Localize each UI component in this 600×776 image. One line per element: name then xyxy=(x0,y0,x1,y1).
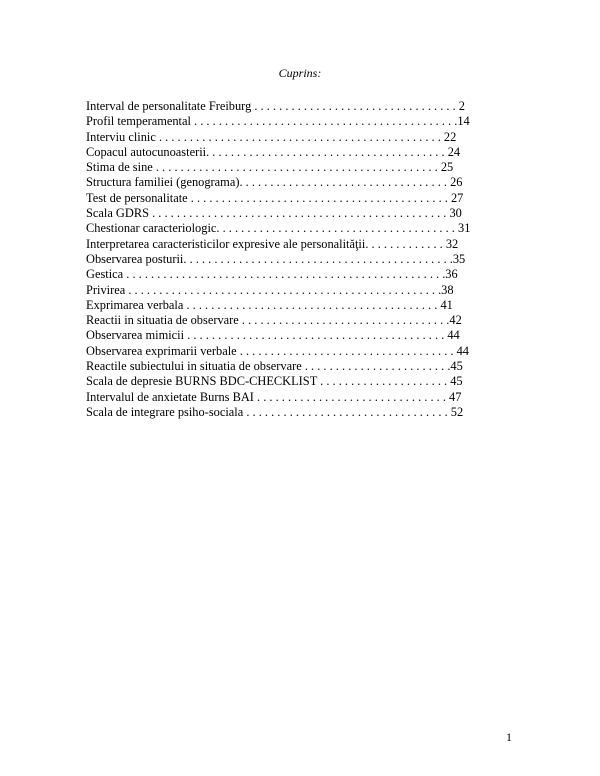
page-number: 1 xyxy=(506,730,512,744)
toc-entry: Reactile subiectului in situatia de observare . . . . . . . . . . . . . . . . . . . . . . . .45 xyxy=(86,359,463,374)
toc-entry: Copacul autocunoasterii. . . . . . . . . . . . . . . . . . . . . . . . . . . . . . . . . . . . . . . 24 xyxy=(86,144,461,159)
toc-entry: Scala de integrare psiho-sociala . . . . . . . . . . . . . . . . . . . . . . . . . . . . . . . . . 52 xyxy=(86,404,464,419)
toc-entry: Stima de sine . . . . . . . . . . . . . . . . . . . . . . . . . . . . . . . . . . . . . . . . . . . . . . 25 xyxy=(86,160,454,175)
toc-entry: Interpretarea caracteristicilor expresive ale personalităţii. . . . . . . . . . . . . 32 xyxy=(86,236,459,251)
toc-entry: Reactii in situatia de observare . . . . . . . . . . . . . . . . . . . . . . . . . . . . . . . . . .42 xyxy=(86,313,462,328)
toc-entry: Interviu clinic . . . . . . . . . . . . . . . . . . . . . . . . . . . . . . . . . . . . . . . . . . . . . . 22 xyxy=(86,129,457,144)
toc-title: Cuprins: xyxy=(278,66,322,80)
table-of-contents xyxy=(86,99,516,420)
toc-entry: Observarea posturii. . . . . . . . . . . . . . . . . . . . . . . . . . . . . . . . . . . . . . . . . . . .35 xyxy=(86,251,466,266)
toc-entry: Exprimarea verbala . . . . . . . . . . . . . . . . . . . . . . . . . . . . . . . . . . . . . . . . . 41 xyxy=(86,297,453,312)
toc-entry: Scala GDRS . . . . . . . . . . . . . . . . . . . . . . . . . . . . . . . . . . . . . . . . . . . . . . . . 30 xyxy=(86,206,462,221)
toc-entry: Observarea exprimarii verbale . . . . . . . . . . . . . . . . . . . . . . . . . . . . . . . . . . . 44 xyxy=(86,343,469,358)
toc-entry: Chestionar caracteriologic. . . . . . . . . . . . . . . . . . . . . . . . . . . . . . . . . . . . . . . 31 xyxy=(86,221,471,236)
toc-entry: Intervalul de anxietate Burns BAI . . . . . . . . . . . . . . . . . . . . . . . . . . . . . . . 47 xyxy=(86,389,462,404)
toc-entry: Observarea mimicii . . . . . . . . . . . . . . . . . . . . . . . . . . . . . . . . . . . . . . . . . . 44 xyxy=(86,328,460,343)
toc-entry: Profil temperamental . . . . . . . . . . . . . . . . . . . . . . . . . . . . . . . . . . . . . . . . . . .14 xyxy=(86,114,470,129)
toc-entry: Gestica . . . . . . . . . . . . . . . . . . . . . . . . . . . . . . . . . . . . . . . . . . . . . . . . . . . .36 xyxy=(86,267,458,282)
toc-entry: Scala de depresie BURNS BDC-CHECKLIST . . . . . . . . . . . . . . . . . . . . . 45 xyxy=(86,374,463,389)
toc-entry: Structura familiei (genograma). . . . . . . . . . . . . . . . . . . . . . . . . . . . . . . . . . 26 xyxy=(86,175,463,190)
toc-entry: Privirea . . . . . . . . . . . . . . . . . . . . . . . . . . . . . . . . . . . . . . . . . . . . . . . . . . .38 xyxy=(86,282,454,297)
toc-entry: Interval de personalitate Freiburg . . . . . . . . . . . . . . . . . . . . . . . . . . . . . . . . . 2 xyxy=(86,99,466,113)
toc-entry: Test de personalitate . . . . . . . . . . . . . . . . . . . . . . . . . . . . . . . . . . . . . . . . . . 27 xyxy=(86,190,464,205)
